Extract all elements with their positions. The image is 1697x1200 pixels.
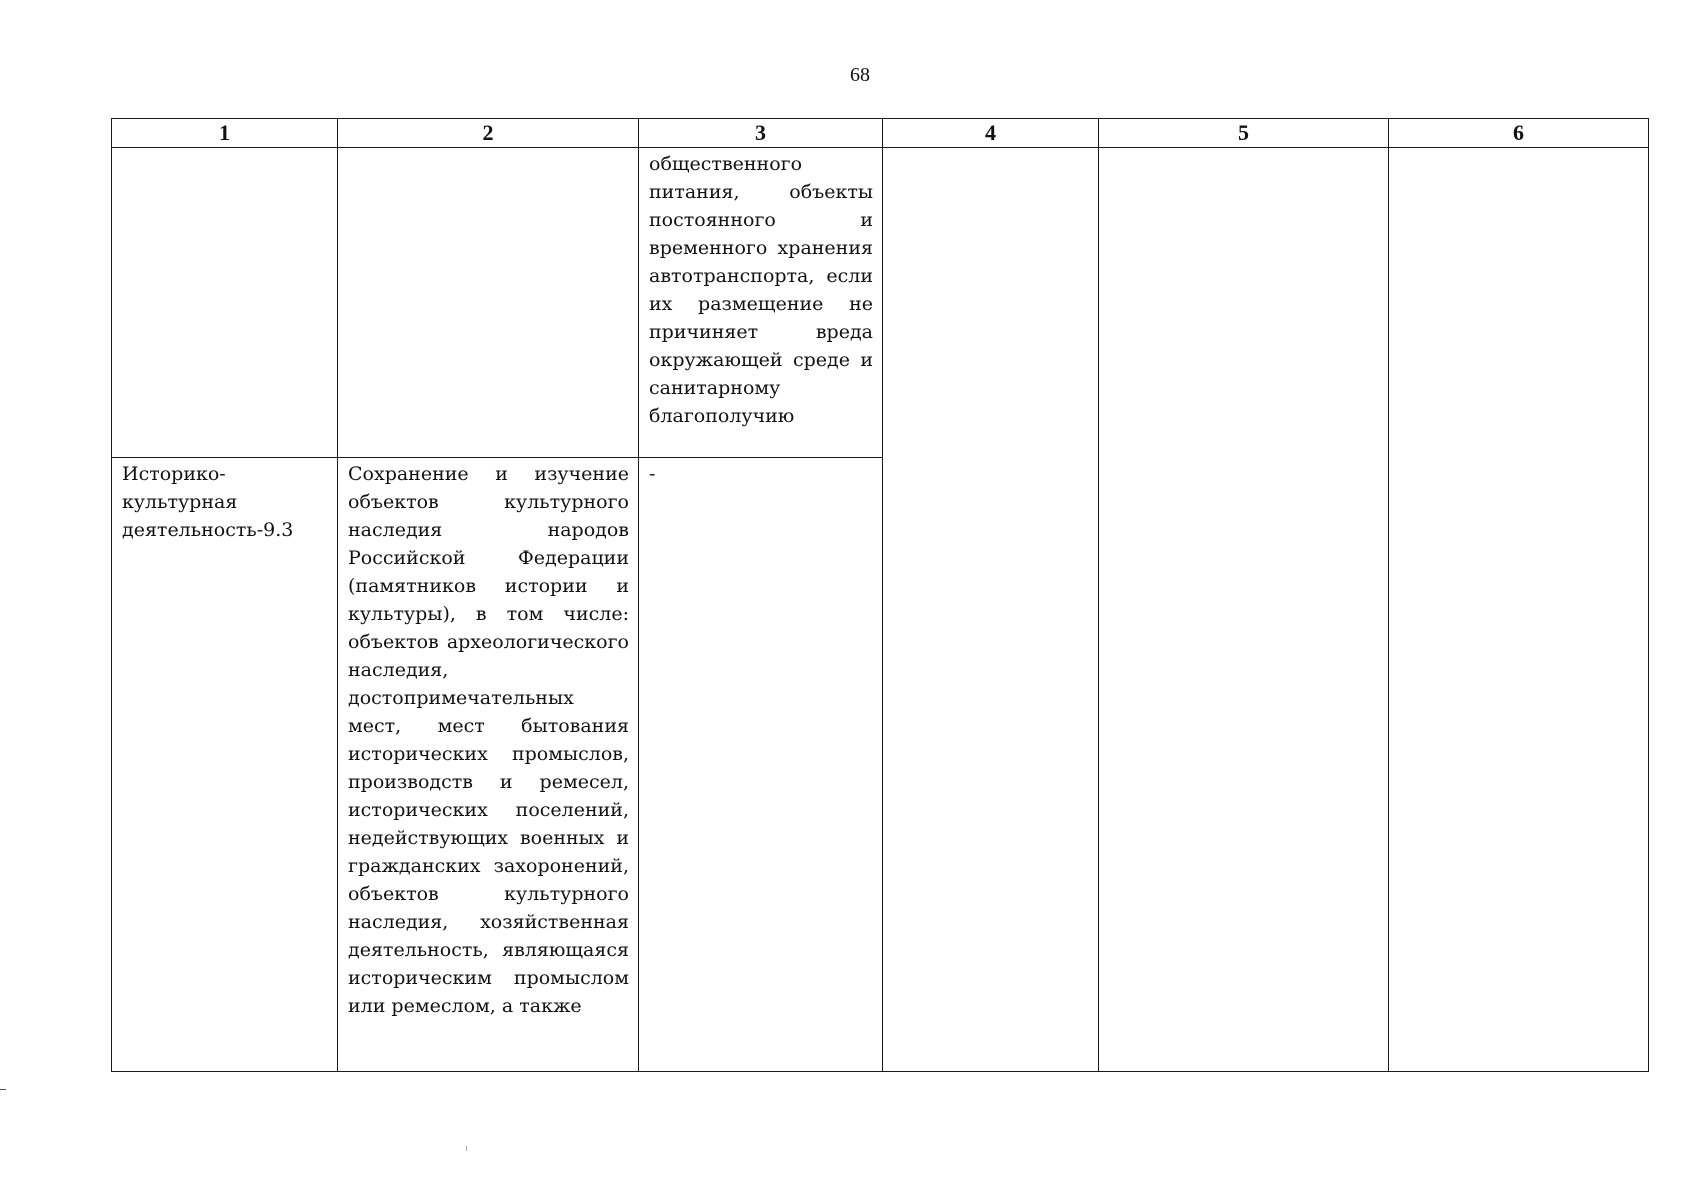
table-cell-column-5 [1099, 148, 1389, 1072]
table-cell-land-use-type [112, 148, 338, 458]
table-cell-description [338, 458, 639, 1072]
cell-text [112, 148, 337, 150]
cell-text: Историко-культурная деятельность-9.3 [122, 463, 294, 541]
cell-text: общественного питания, объекты постоянного и временного хранения автотранспорта, если их размещение не причиняет вреда окружающей среде и санитарному благополучию [649, 153, 873, 427]
column-header-3: 3 [639, 119, 883, 148]
column-header-1: 1 [112, 119, 338, 148]
page-number: 68 [850, 64, 870, 86]
table-cell-permitted-use [639, 148, 883, 458]
margin-mark [0, 1089, 6, 1090]
column-header-6: 6 [1389, 119, 1649, 148]
cell-text: Сохранение и изучение объектов культурного наследия народов Российской Федерации (памятников истории и культуры), в том числе: объектов археологического наследия, достопримечательных мест, мест бытования исторических промыслов, производств и ремесел, исторических поселений, недействующих военных и гражданских захоронений, объектов культурного наследия, хозяйственная деятельность, являющаяся историческим промыслом или ремеслом, а также [348, 463, 629, 1017]
table-cell-column-4 [883, 148, 1099, 1072]
cell-text [338, 148, 638, 150]
table-cell-description [338, 148, 639, 458]
table-cell-land-use-type [112, 458, 338, 1072]
table-cell-column-6 [1389, 148, 1649, 1072]
scan-artifact [466, 1146, 467, 1151]
column-header-4: 4 [883, 119, 1099, 148]
table-row [112, 148, 1649, 458]
cell-text: - [649, 463, 656, 485]
column-header-5: 5 [1099, 119, 1389, 148]
table-cell-permitted-use [639, 458, 883, 1072]
column-header-2: 2 [338, 119, 639, 148]
regulations-table [111, 118, 1649, 1072]
table-header-row [112, 119, 1649, 148]
